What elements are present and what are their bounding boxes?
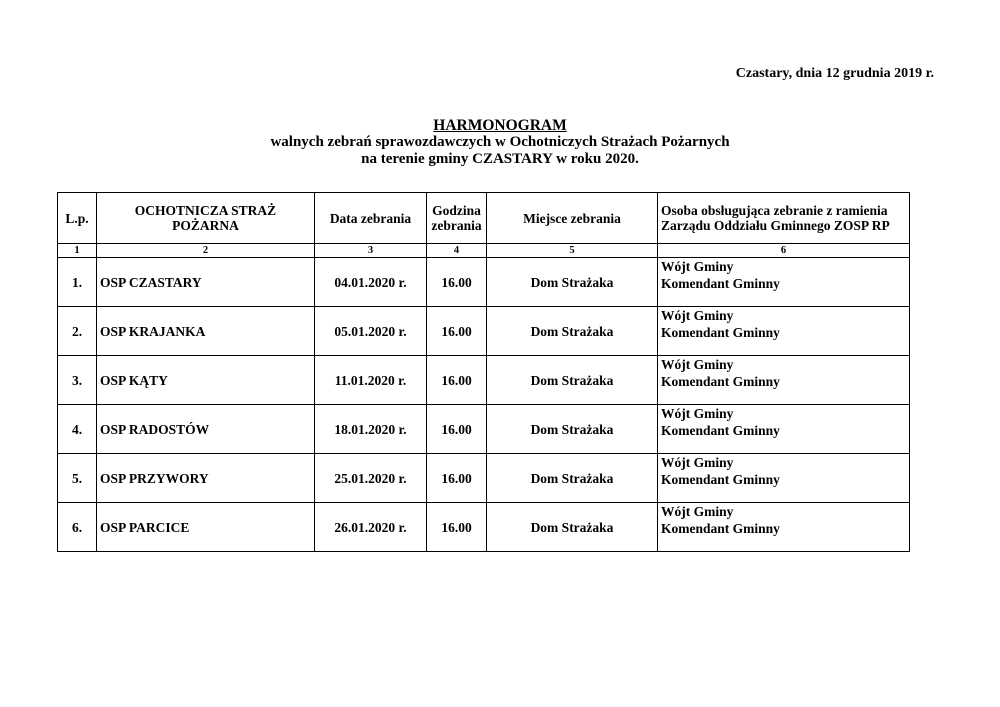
cell-date: 04.01.2020 r. (315, 258, 427, 307)
cell-place: Dom Strażaka (487, 356, 658, 405)
column-number: 4 (427, 244, 487, 258)
person-line: Komendant Gminny (661, 276, 780, 291)
column-number: 6 (658, 244, 910, 258)
column-number: 3 (315, 244, 427, 258)
column-number: 5 (487, 244, 658, 258)
cell-person (658, 503, 910, 552)
cell-date: 05.01.2020 r. (315, 307, 427, 356)
cell-place: Dom Strażaka (487, 307, 658, 356)
schedule-table (57, 192, 910, 552)
cell-time: 16.00 (427, 454, 487, 503)
cell-date: 25.01.2020 r. (315, 454, 427, 503)
person-line: Komendant Gminny (661, 472, 780, 487)
person-line: Wójt Gminy (661, 455, 734, 470)
cell-lp: 5. (58, 454, 97, 503)
cell-time: 16.00 (427, 307, 487, 356)
cell-place: Dom Strażaka (487, 258, 658, 307)
column-number: 1 (58, 244, 97, 258)
person-line: Wójt Gminy (661, 357, 734, 372)
table-row (58, 454, 910, 503)
column-number: 2 (97, 244, 315, 258)
cell-person (658, 405, 910, 454)
cell-place: Dom Strażaka (487, 503, 658, 552)
cell-osp: OSP CZASTARY (97, 258, 315, 307)
cell-place: Dom Strażaka (487, 405, 658, 454)
person-line: Wójt Gminy (661, 504, 734, 519)
cell-osp: OSP KĄTY (97, 356, 315, 405)
document-subtitle: walnych zebrań sprawozdawczych w Ochotniczych Strażach Pożarnych (270, 134, 730, 150)
cell-lp: 1. (58, 258, 97, 307)
person-line: Wójt Gminy (661, 406, 734, 421)
cell-date: 18.01.2020 r. (315, 405, 427, 454)
cell-osp: OSP PARCICE (97, 503, 315, 552)
cell-date: 11.01.2020 r. (315, 356, 427, 405)
person-line: Wójt Gminy (661, 308, 734, 323)
header-osp: OCHOTNICZA STRAŻ POŻARNA (97, 193, 315, 244)
table-row (58, 503, 910, 552)
column-number-row (58, 244, 910, 258)
person-line: Komendant Gminny (661, 521, 780, 536)
header-lp: L.p. (58, 193, 97, 244)
cell-lp: 4. (58, 405, 97, 454)
cell-time: 16.00 (427, 356, 487, 405)
cell-time: 16.00 (427, 258, 487, 307)
cell-person (658, 307, 910, 356)
cell-person (658, 356, 910, 405)
header-place: Miejsce zebrania (487, 193, 658, 244)
cell-osp: OSP PRZYWORY (97, 454, 315, 503)
table-row (58, 307, 910, 356)
table-row (58, 405, 910, 454)
table-row (58, 356, 910, 405)
cell-lp: 6. (58, 503, 97, 552)
cell-date: 26.01.2020 r. (315, 503, 427, 552)
document-subtitle-2: na terenie gminy CZASTARY w roku 2020. (361, 151, 639, 167)
cell-time: 16.00 (427, 405, 487, 454)
person-line: Komendant Gminny (661, 374, 780, 389)
document-heading (0, 117, 1000, 168)
person-line: Komendant Gminny (661, 423, 780, 438)
document-title: HARMONOGRAM (433, 117, 567, 134)
cell-time: 16.00 (427, 503, 487, 552)
cell-lp: 3. (58, 356, 97, 405)
header-date: Data zebrania (315, 193, 427, 244)
table-row (58, 258, 910, 307)
cell-osp: OSP KRAJANKA (97, 307, 315, 356)
person-line: Wójt Gminy (661, 259, 734, 274)
cell-lp: 2. (58, 307, 97, 356)
cell-person (658, 258, 910, 307)
document-date: Czastary, dnia 12 grudnia 2019 r. (735, 66, 934, 81)
header-person: Osoba obsługująca zebranie z ramienia Zarządu Oddziału Gminnego ZOSP RP (658, 193, 910, 244)
person-line: Komendant Gminny (661, 325, 780, 340)
cell-place: Dom Strażaka (487, 454, 658, 503)
header-time: Godzina zebrania (427, 193, 487, 244)
header-row (58, 193, 910, 244)
cell-person (658, 454, 910, 503)
cell-osp: OSP RADOSTÓW (97, 405, 315, 454)
